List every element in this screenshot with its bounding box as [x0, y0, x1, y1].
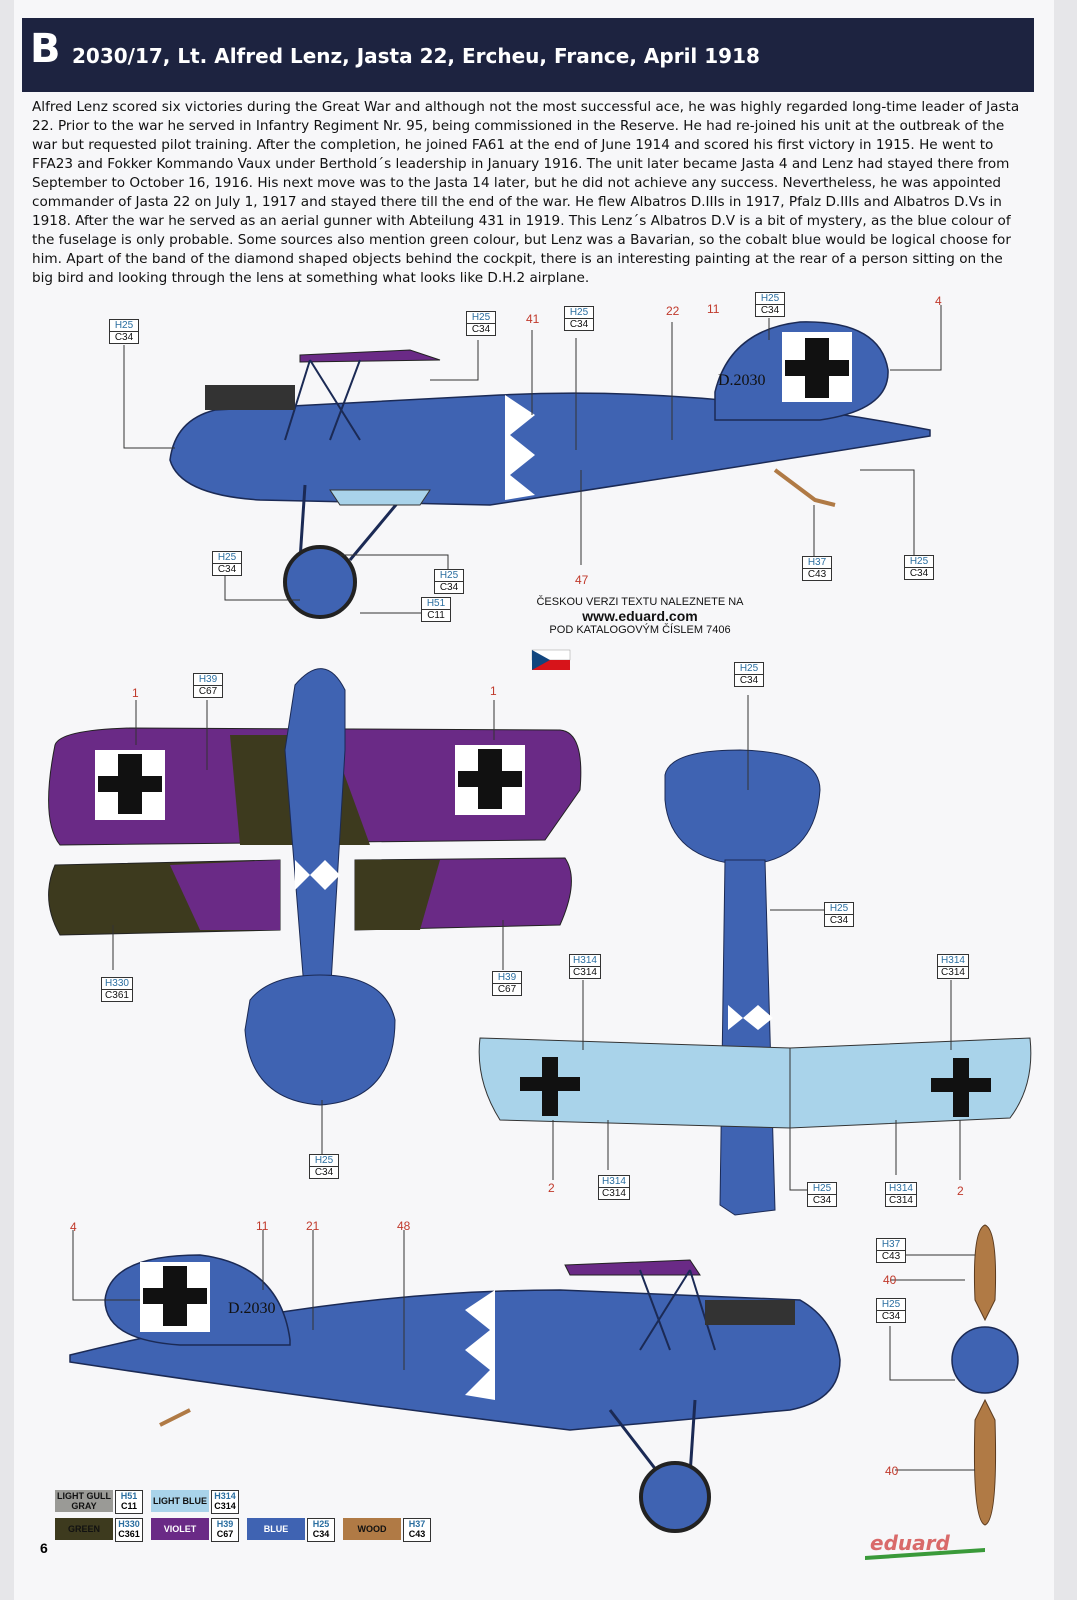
czech-version-note: [520, 596, 760, 636]
czech-note-line1: ČESKOU VERZI TEXTU NALEZNETE NA: [536, 596, 744, 608]
legend-light-blue: LIGHT BLUE H314 C314: [151, 1490, 239, 1512]
legend-light-gull-gray: LIGHT GULL GRAY H51 C11: [55, 1490, 143, 1512]
paint-code-h37: H37 C43: [876, 1238, 906, 1263]
paint-code-h25: H25 C34: [564, 306, 594, 331]
decal-number: 41: [526, 312, 540, 326]
color-legend: [55, 1490, 485, 1550]
decal-number: 1: [490, 684, 497, 698]
decal-number: 48: [397, 1219, 411, 1233]
decal-number: 11: [256, 1219, 269, 1233]
tail-cross-icon: [782, 332, 852, 402]
paint-code-h39: H39 C67: [193, 673, 223, 698]
serial-number: D.2030: [718, 372, 766, 389]
serial-number-left: D.2030: [228, 1300, 276, 1317]
decal-number: 40: [885, 1464, 899, 1478]
propeller-drawing: [952, 1225, 1018, 1525]
paint-code-h25: H25 C34: [466, 311, 496, 336]
paint-code-h314: H314 C314: [937, 954, 969, 979]
decal-number: 1: [132, 686, 139, 700]
profile-letter: B: [30, 26, 61, 72]
paint-code-h25: H25 C34: [109, 319, 139, 344]
decal-number: 2: [548, 1181, 555, 1195]
bottom-view: [479, 750, 1031, 1215]
decal-number: 47: [575, 573, 589, 587]
paint-code-h314: H314 C314: [885, 1182, 917, 1207]
czech-note-line2: POD KATALOGOVÝM ČÍSLEM 7406: [549, 624, 731, 636]
paint-code-h51: H51 C11: [421, 597, 451, 622]
paint-code-h25: H25 C34: [309, 1154, 339, 1179]
paint-code-h330: H330 C361: [101, 977, 133, 1002]
svg-text:eduard: eduard: [870, 1531, 950, 1555]
czech-flag-icon: [532, 650, 570, 670]
paint-code-h25: H25 C34: [212, 551, 242, 576]
engine-block: [205, 385, 295, 410]
paint-code-h25: H25 C34: [824, 902, 854, 927]
paint-code-h25: H25 C34: [904, 555, 934, 580]
legend-violet: VIOLET H39 C67: [151, 1518, 239, 1540]
decal-number: 21: [306, 1219, 320, 1233]
decal-number: 2: [957, 1184, 964, 1198]
decal-number: 11: [707, 302, 720, 316]
history-text: Alfred Lenz scored six victories during the Great War and although not the most successful ace, he was highly regarded long-time leader of Jasta 22. Prior to the war he served in Infantry Regiment Nr. 95, being commissioned in the Reserve. He had re-joined his unit at the outbreak of the war but requested pilot training. After the completion, he joined FA61 at the end of June 1914 and scored his first victory in 1915. He went to FFA23 and Fokker Kommando Vaux under Berthold´s leadership in January 1916. The unit later became Jasta 4 and Lenz had stayed there from September to October 16, 1916. His next move was to the Jasta 14 later, but he did not achieve any success. Nevertheless, he was appointed commander of Jasta 22 on July 1, 1917 and stayed there till the end of the war. He flew Albatros D.IIIs in 1917, Pfalz D.IIIs and Albatros D.Vs in 1918. After the war he served as an aerial gunner with Abteilung 431 in 1919. This Lenz´s Albatros D.V is a bit of mystery, as the blue colour of the fuselage is only probable. Some sources also mention green colour, but Lenz was a Bavarian, so the cobalt blue would be logical choose for him. Apart of the band of the diamond shaped objects behind the cockpit, there is an interesting painting at the rear of a person sitting on the big bird and looking through the lens at something what looks like D.H.2 airplane.: [32, 99, 1020, 286]
paint-code-h25: H25 C34: [807, 1182, 837, 1207]
paint-code-h25: H25 C34: [434, 569, 464, 594]
tail-cross-icon-left: [140, 1262, 210, 1332]
decal-number: 40: [883, 1273, 897, 1287]
paint-code-h25: H25 C34: [876, 1298, 906, 1323]
legend-blue: BLUE H25 C34: [247, 1518, 335, 1540]
paint-code-h25: H25 C34: [755, 292, 785, 317]
decal-number: 4: [70, 1220, 77, 1234]
page-number: 6: [40, 1540, 48, 1556]
legend-wood: WOOD H37 C43: [343, 1518, 431, 1540]
wheel-icon-left: [641, 1463, 709, 1531]
decal-number: 4: [935, 294, 942, 308]
decal-number: 22: [666, 304, 680, 318]
paint-code-h25: H25 C34: [734, 662, 764, 687]
profile-title: 2030/17, Lt. Alfred Lenz, Jasta 22, Ercheu, France, April 1918: [72, 44, 760, 68]
eduard-logo: [860, 1530, 990, 1560]
paint-code-h314: H314 C314: [598, 1175, 630, 1200]
eduard-url: www.eduard.com: [582, 608, 698, 624]
paint-code-h39: H39 C67: [492, 971, 522, 996]
paint-code-h314: H314 C314: [569, 954, 601, 979]
wheel-icon: [285, 547, 355, 617]
legend-green: GREEN H330 C361: [55, 1518, 143, 1540]
paint-code-h37: H37 C43: [802, 556, 832, 581]
